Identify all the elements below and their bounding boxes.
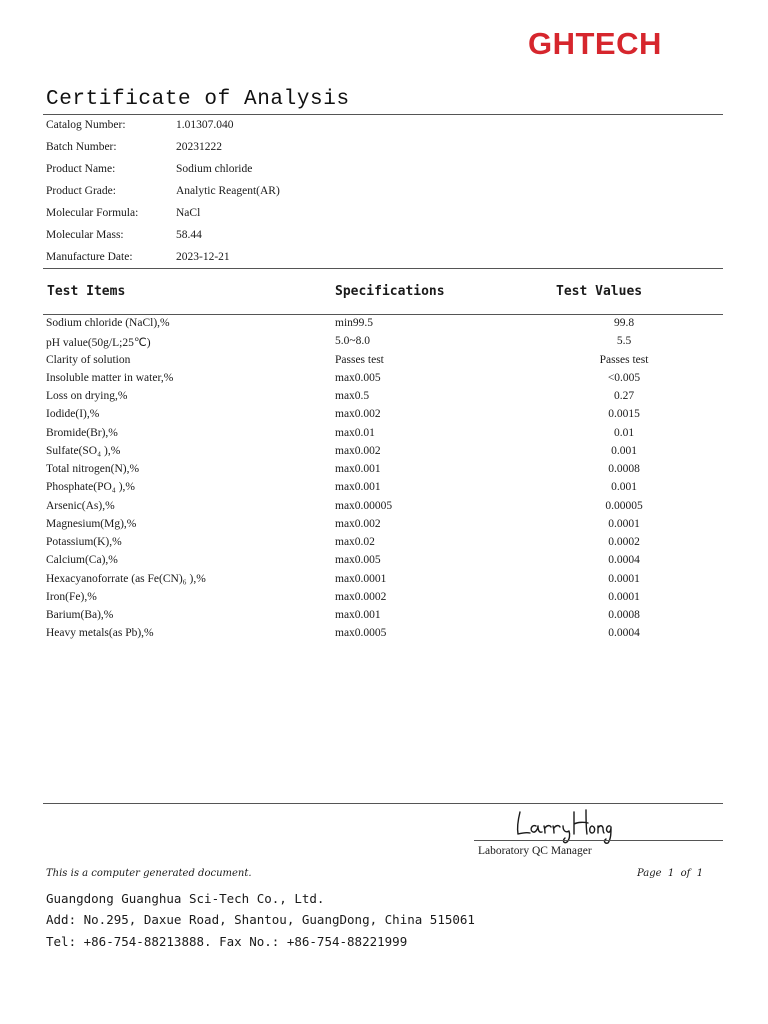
- table-row: [46, 518, 723, 536]
- test-value-cell: 0.01: [613, 426, 635, 439]
- test-item-cell: Loss on drying,%: [46, 390, 128, 402]
- signatory-role: Laboratory QC Manager: [478, 845, 592, 857]
- specification-cell: 5.0~8.0: [335, 335, 370, 348]
- info-label: Batch Number:: [46, 141, 117, 153]
- table-row: [46, 317, 723, 335]
- specification-cell: Passes test: [335, 353, 384, 366]
- test-item-cell: Sodium chloride (NaCl),%: [46, 317, 170, 329]
- test-value-cell: 0.001: [611, 481, 637, 494]
- document-title: Certificate of Analysis: [46, 88, 350, 111]
- header-test-values: Test Values: [556, 284, 643, 299]
- info-label: Molecular Mass:: [46, 229, 124, 241]
- specification-cell: max0.002: [335, 408, 381, 421]
- test-item-cell: pH value(50g/L;25℃): [46, 337, 151, 350]
- table-row: [46, 335, 723, 353]
- test-value-cell: 99.8: [613, 317, 635, 329]
- specification-cell: max0.0002: [335, 590, 387, 603]
- company-contact: Tel: +86-754-88213888. Fax No.: +86-754-88221999: [46, 934, 408, 949]
- test-value-cell: 0.27: [613, 390, 635, 402]
- generated-note: This is a computer generated document.: [46, 868, 252, 879]
- info-label: Product Grade:: [46, 185, 116, 197]
- table-row: [46, 427, 723, 445]
- test-item-cell: Clarity of solution: [46, 353, 131, 366]
- specification-cell: max0.005: [335, 371, 381, 384]
- info-value: 20231222: [176, 141, 222, 153]
- signature-image: [512, 806, 612, 850]
- table-row: [46, 554, 723, 572]
- test-value-cell: 0.0001: [608, 517, 640, 530]
- test-value-cell: 5.5: [616, 335, 632, 348]
- company-address: Add: No.295, Daxue Road, Shantou, GuangDong, China 515061: [46, 912, 475, 927]
- table-row: [46, 445, 723, 463]
- specification-cell: max0.001: [335, 463, 381, 475]
- test-value-cell: 0.0008: [608, 609, 640, 621]
- info-value: 1.01307.040: [176, 119, 234, 131]
- specification-cell: max0.005: [335, 554, 381, 567]
- test-item-cell: Sulfate(SO₄ ),%: [46, 444, 121, 457]
- test-item-cell: Hexacyanoforrate (as Fe(CN)₆ ),%: [46, 572, 206, 585]
- table-row: [46, 354, 723, 372]
- table-row: [46, 573, 723, 591]
- specification-cell: max0.002: [335, 517, 381, 530]
- test-item-cell: Magnesium(Mg),%: [46, 517, 137, 530]
- test-item-cell: Bromide(Br),%: [46, 426, 118, 439]
- info-divider: [43, 268, 723, 269]
- test-value-cell: 0.001: [611, 444, 637, 457]
- test-value-cell: 0.0004: [608, 627, 640, 640]
- test-item-cell: Iron(Fe),%: [46, 590, 97, 603]
- info-label: Catalog Number:: [46, 119, 126, 131]
- table-row: [46, 463, 723, 481]
- test-item-cell: Potassium(K),%: [46, 536, 122, 548]
- specification-cell: max0.02: [335, 536, 375, 548]
- test-item-cell: Iodide(I),%: [46, 408, 100, 421]
- test-item-cell: Phosphate(PO₄ ),%: [46, 481, 135, 494]
- specification-cell: max0.001: [335, 609, 381, 621]
- info-label: Manufacture Date:: [46, 251, 133, 263]
- signature-line: [474, 840, 723, 841]
- specification-cell: max0.00005: [335, 499, 393, 512]
- page-indicator: Page 1 of 1: [637, 868, 704, 879]
- company-logo: GHTECH: [528, 26, 662, 61]
- test-value-cell: 0.0015: [608, 408, 640, 421]
- title-divider: [43, 114, 723, 115]
- test-value-cell: 0.0004: [608, 554, 640, 567]
- test-item-cell: Calcium(Ca),%: [46, 554, 118, 567]
- test-value-cell: 0.0008: [608, 463, 640, 475]
- test-value-cell: 0.0002: [608, 536, 640, 548]
- test-value-cell: 0.0001: [608, 572, 640, 585]
- test-item-cell: Arsenic(As),%: [46, 499, 115, 512]
- info-label: Molecular Formula:: [46, 207, 139, 219]
- info-value: NaCl: [176, 207, 201, 219]
- table-row: [46, 591, 723, 609]
- header-test-items: Test Items: [47, 284, 126, 299]
- signature-divider: [43, 803, 723, 804]
- specification-cell: max0.0005: [335, 627, 387, 640]
- test-value-cell: <0.005: [607, 371, 641, 384]
- specification-cell: max0.0001: [335, 572, 387, 585]
- specification-cell: max0.01: [335, 426, 375, 439]
- info-value: Analytic Reagent(AR): [176, 185, 280, 197]
- test-item-cell: Heavy metals(as Pb),%: [46, 627, 154, 640]
- table-row: [46, 536, 723, 554]
- table-row: [46, 609, 723, 627]
- table-header-divider: [43, 314, 723, 315]
- test-value-cell: Passes test: [599, 353, 649, 366]
- test-item-cell: Total nitrogen(N),%: [46, 463, 140, 475]
- table-row: [46, 408, 723, 426]
- info-value: 2023-12-21: [176, 251, 230, 263]
- specification-cell: min99.5: [335, 317, 374, 329]
- specification-cell: max0.5: [335, 390, 370, 402]
- test-value-cell: 0.00005: [605, 499, 643, 512]
- specification-cell: max0.001: [335, 481, 381, 494]
- info-value: 58.44: [176, 229, 202, 241]
- test-item-cell: Insoluble matter in water,%: [46, 371, 174, 384]
- info-label: Product Name:: [46, 163, 116, 175]
- table-row: [46, 390, 723, 408]
- specification-cell: max0.002: [335, 444, 381, 457]
- table-row: [46, 372, 723, 390]
- table-row: [46, 627, 723, 645]
- test-value-cell: 0.0001: [608, 590, 640, 603]
- header-specifications: Specifications: [335, 284, 445, 299]
- test-item-cell: Barium(Ba),%: [46, 609, 114, 621]
- company-name: Guangdong Guanghua Sci-Tech Co., Ltd.: [46, 891, 325, 906]
- table-row: [46, 500, 723, 518]
- table-row: [46, 481, 723, 499]
- info-value: Sodium chloride: [176, 163, 253, 175]
